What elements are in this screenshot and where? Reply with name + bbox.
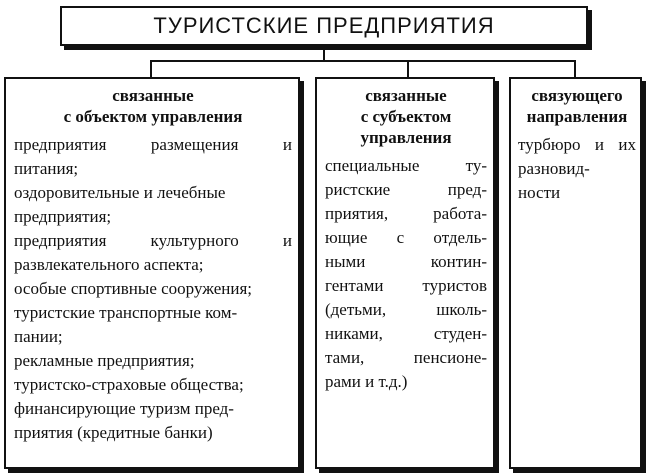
connector-middle bbox=[407, 60, 409, 77]
list-item: (детьми, школь- bbox=[325, 300, 487, 319]
column-subject-management bbox=[315, 77, 495, 469]
list-item: специальные ту- bbox=[325, 156, 487, 175]
column-list bbox=[518, 133, 636, 205]
diagram-title: ТУРИСТСКИЕ ПРЕДПРИЯТИЯ bbox=[153, 13, 495, 38]
heading-line: управления bbox=[360, 128, 452, 147]
list-item: приятия (кредитные банки) bbox=[14, 423, 213, 442]
list-item: ристские пред- bbox=[325, 180, 487, 199]
list-item: разновид- bbox=[518, 159, 590, 178]
list-item: ными контин- bbox=[325, 252, 487, 271]
list-item: приятия, работа- bbox=[325, 204, 487, 223]
list-item: оздоровительные и лечебные bbox=[14, 183, 226, 202]
list-item: рекламные предприятия; bbox=[14, 351, 195, 370]
column-heading bbox=[325, 85, 487, 148]
list-item: турбюро и их bbox=[518, 135, 636, 154]
list-item: ющие с отдель- bbox=[325, 228, 487, 247]
list-item: тами, пенсионе- bbox=[325, 348, 487, 367]
title-box bbox=[60, 6, 588, 46]
list-item: предприятия культурного и bbox=[14, 231, 292, 250]
connector-horizontal bbox=[150, 60, 575, 62]
list-item: рами и т.д.) bbox=[325, 372, 408, 391]
list-item: предприятия; bbox=[14, 207, 112, 226]
column-list bbox=[325, 154, 487, 394]
list-item: финансирующие туризм пред- bbox=[14, 399, 234, 418]
column-connecting-direction bbox=[509, 77, 642, 469]
connector-right bbox=[574, 60, 576, 77]
list-item: предприятия размещения и bbox=[14, 135, 292, 154]
heading-line: с объектом управления bbox=[63, 107, 243, 126]
heading-line: с субъектом bbox=[360, 107, 452, 126]
connector-left bbox=[150, 60, 152, 77]
heading-line: связанные bbox=[365, 86, 447, 105]
list-item: ности bbox=[518, 183, 561, 202]
list-item: никами, студен- bbox=[325, 324, 487, 343]
list-item: туристско-страховые общества; bbox=[14, 375, 244, 394]
list-item: пании; bbox=[14, 327, 63, 346]
list-item: гентами туристов bbox=[325, 276, 487, 295]
list-item: развлекательного аспекта; bbox=[14, 255, 204, 274]
heading-line: связующего bbox=[531, 86, 623, 105]
column-heading bbox=[14, 85, 292, 127]
list-item: питания; bbox=[14, 159, 79, 178]
column-heading bbox=[518, 85, 636, 127]
list-item: туристские транспортные ком- bbox=[14, 303, 238, 322]
list-item: особые спортивные сооружения; bbox=[14, 279, 253, 298]
column-list bbox=[14, 133, 292, 445]
column-object-management bbox=[4, 77, 300, 469]
heading-line: направления bbox=[526, 107, 628, 126]
heading-line: связанные bbox=[112, 86, 194, 105]
